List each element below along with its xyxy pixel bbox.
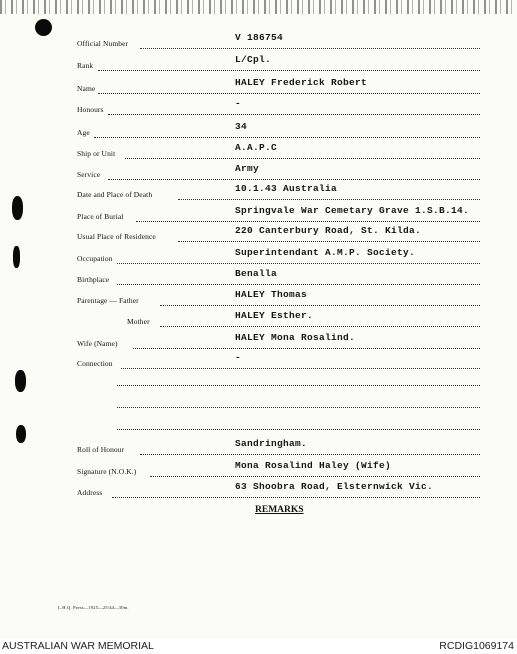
dotted-line (108, 179, 480, 180)
dotted-line (98, 93, 480, 94)
field-value: 10.1.43 Australia (235, 183, 338, 194)
field-label: Connection (77, 359, 113, 368)
archive-footer (0, 638, 517, 654)
dotted-line (136, 221, 480, 222)
field-label: Place of Burial (77, 212, 124, 221)
field-value: Mona Rosalind Haley (Wife) (235, 460, 392, 471)
field-signature (0, 460, 517, 480)
field-value: 63 Shoobra Road, Elsternwick Vic. (235, 481, 434, 492)
blank-line (117, 385, 480, 386)
field-label: Official Number (77, 39, 129, 48)
field-wife (0, 332, 517, 352)
field-label: Rank (77, 61, 94, 70)
dotted-line (150, 476, 480, 477)
field-value: 34 (235, 121, 248, 132)
field-address (0, 481, 517, 501)
field-label: Signature (N.O.K.) (77, 467, 137, 476)
field-father (0, 289, 517, 309)
field-label: Address (77, 488, 103, 497)
field-value: HALEY Frederick Robert (235, 77, 368, 88)
field-value: A.A.P.C (235, 142, 278, 153)
field-label: Mother (127, 317, 150, 326)
punch-hole-lower (15, 370, 26, 392)
field-connection (0, 352, 517, 372)
field-value: Army (235, 163, 260, 174)
blank-line (117, 407, 480, 408)
field-label: Date and Place of Death (77, 190, 153, 199)
dotted-line (94, 137, 480, 138)
field-honours (0, 98, 517, 118)
dotted-line (160, 305, 480, 306)
field-ship-or-unit (0, 142, 517, 162)
field-value: Superintendant A.M.P. Society. (235, 247, 416, 258)
dotted-line (133, 348, 480, 349)
field-value: - (235, 98, 242, 109)
dotted-line (112, 497, 480, 498)
field-official-number (0, 32, 517, 52)
field-service (0, 163, 517, 183)
field-value: HALEY Thomas (235, 289, 308, 300)
field-label: Roll of Honour (77, 445, 125, 454)
field-label: Occupation (77, 254, 113, 263)
field-birthplace (0, 268, 517, 288)
dotted-line (117, 263, 480, 264)
field-value: L/Cpl. (235, 54, 272, 65)
field-value: HALEY Esther. (235, 310, 314, 321)
dotted-line (178, 241, 480, 242)
field-mother (0, 310, 517, 330)
field-value: Springvale War Cemetary Grave 1.S.B.14. (235, 205, 470, 216)
field-value: - (235, 352, 242, 363)
footer-record-id: RCDIG1069174 (439, 640, 514, 652)
dotted-line (108, 114, 480, 115)
field-roll-of-honour (0, 438, 517, 458)
field-age (0, 121, 517, 141)
footer-source: AUSTRALIAN WAR MEMORIAL (2, 640, 154, 652)
field-date-place-of-death (0, 183, 517, 203)
remarks-heading: REMARKS (255, 505, 304, 515)
field-label: Age (77, 128, 90, 137)
dotted-line (178, 199, 480, 200)
field-label: Service (77, 170, 101, 179)
field-label: Wife (Name) (77, 339, 118, 348)
scan-edge-noise (0, 0, 517, 14)
field-value: HALEY Mona Rosalind. (235, 332, 356, 343)
field-label: Parentage — Father (77, 296, 139, 305)
dotted-line (140, 454, 480, 455)
field-label: Ship or Unit (77, 149, 116, 158)
dotted-line (121, 368, 480, 369)
field-value: Benalla (235, 268, 278, 279)
field-label: Name (77, 84, 96, 93)
dotted-line (98, 70, 480, 71)
punch-hole-bottom (16, 425, 26, 443)
field-value: Sandringham. (235, 438, 308, 449)
field-place-of-burial (0, 205, 517, 225)
field-occupation (0, 247, 517, 267)
field-usual-residence (0, 225, 517, 245)
field-label: Honours (77, 105, 104, 114)
field-label: Usual Place of Residence (77, 232, 156, 241)
dotted-line (140, 48, 480, 49)
field-rank (0, 54, 517, 74)
field-name (0, 77, 517, 97)
press-mark: L.H.Q. Press—1925—25/44—30m. (58, 605, 129, 610)
blank-line (117, 429, 480, 430)
field-value: V 186754 (235, 32, 284, 43)
dotted-line (125, 158, 480, 159)
dotted-line (117, 284, 480, 285)
field-label: Birthplace (77, 275, 110, 284)
dotted-line (160, 326, 480, 327)
punch-hole-top (35, 19, 52, 36)
field-value: 220 Canterbury Road, St. Kilda. (235, 225, 422, 236)
